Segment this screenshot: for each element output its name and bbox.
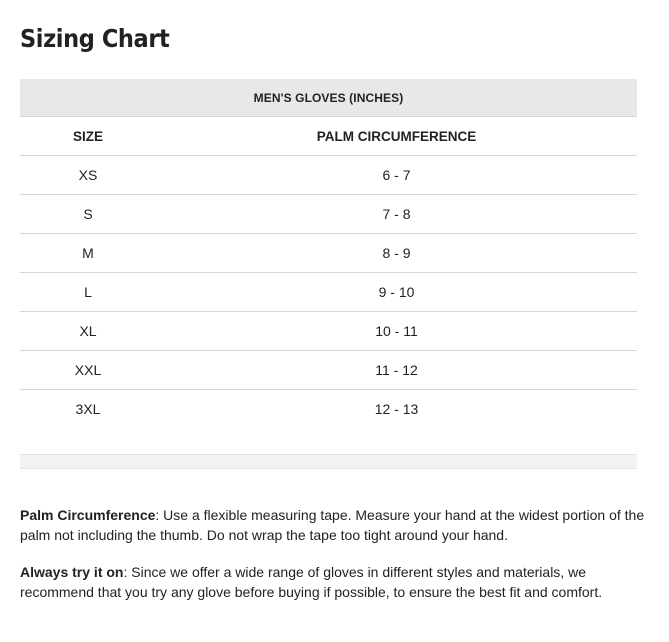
palm-cell: 7 - 8 xyxy=(156,195,637,234)
table-caption: MEN'S GLOVES (INCHES) xyxy=(20,79,637,117)
table-row xyxy=(20,351,637,390)
table-row xyxy=(20,312,637,351)
table-row xyxy=(20,156,637,195)
size-cell: S xyxy=(20,195,156,234)
size-cell: L xyxy=(20,273,156,312)
note-text: : Use a flexible measuring tape. Measure your hand at the widest portion of the palm not including the thumb. Do not wrap the tape too tight around your hand. xyxy=(20,507,645,543)
table-row xyxy=(20,273,637,312)
sizing-table xyxy=(20,79,637,428)
page-title: Sizing Chart xyxy=(20,24,170,53)
column-header-size: SIZE xyxy=(20,117,156,156)
palm-cell: 9 - 10 xyxy=(156,273,637,312)
size-cell: XL xyxy=(20,312,156,351)
size-cell: 3XL xyxy=(75,401,101,417)
table-caption-row xyxy=(20,79,637,117)
note-palm-circumference xyxy=(20,506,645,545)
note-text: : Since we offer a wide range of gloves in different styles and materials, we recommend that you try any glove before buying if possible, to ensure the best fit and comfort. xyxy=(20,564,603,600)
note-always-try-it-on xyxy=(20,563,645,602)
palm-cell: 12 - 13 xyxy=(374,401,419,417)
size-cell: XXL xyxy=(20,351,156,390)
table-row xyxy=(20,390,637,429)
palm-cell: 11 - 12 xyxy=(156,351,637,390)
size-cell: M xyxy=(20,234,156,273)
note-label: Palm Circumference xyxy=(20,507,156,523)
note-label: Always try it on xyxy=(20,564,124,580)
palm-cell: 10 - 11 xyxy=(156,312,637,351)
table-row xyxy=(20,195,637,234)
palm-cell: 8 - 9 xyxy=(156,234,637,273)
table-header-row xyxy=(20,117,637,156)
table-footer-divider xyxy=(20,454,637,469)
table-row xyxy=(20,234,637,273)
column-header-palm-circumference: PALM CIRCUMFERENCE xyxy=(156,117,637,156)
palm-cell: 6 - 7 xyxy=(156,156,637,195)
size-cell: XS xyxy=(20,156,156,195)
